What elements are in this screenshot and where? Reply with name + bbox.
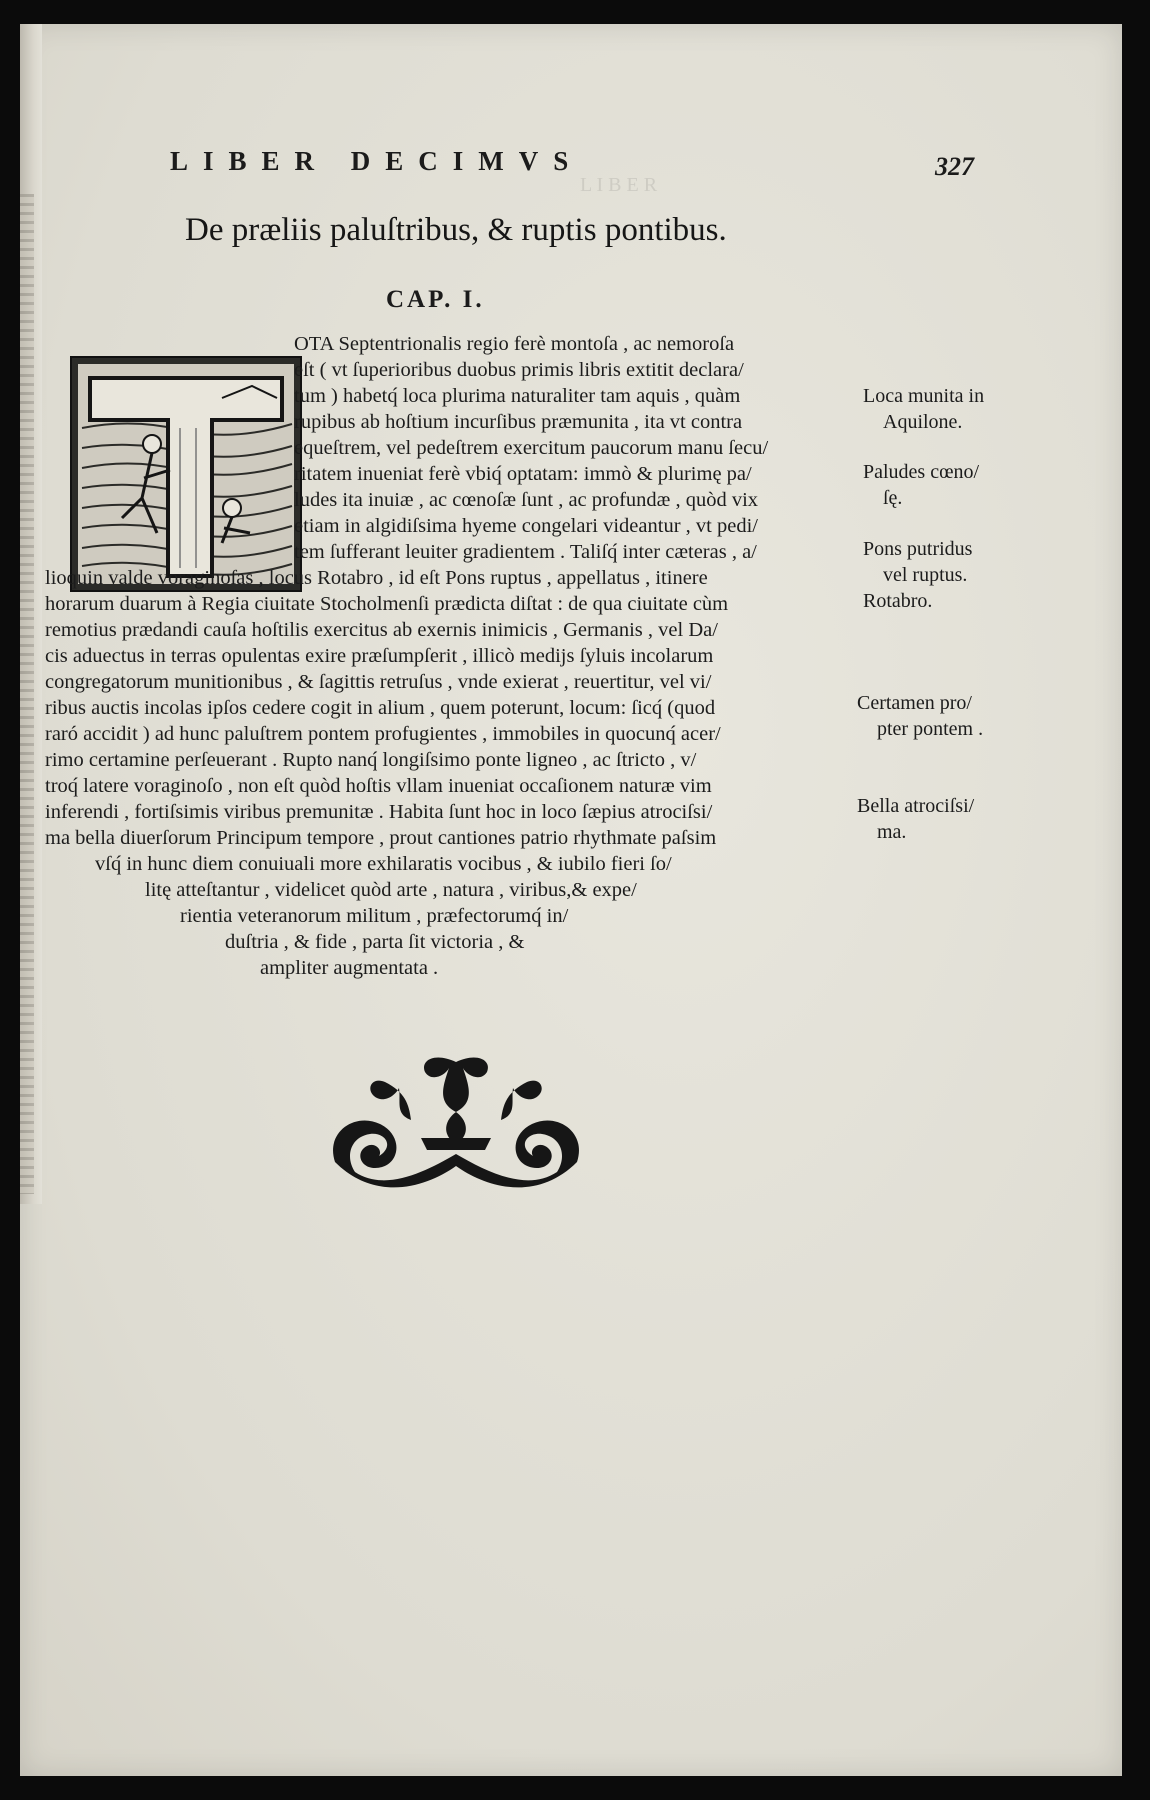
body-line: raró accidit ) ad hunc paluſtrem pontem profugientes , immobiles in quocunq́ acer/: [45, 723, 721, 745]
margin-note: Rotabro.: [863, 590, 933, 612]
chapter-number: CAP. I.: [386, 286, 485, 313]
margin-note: ſę.: [883, 487, 903, 509]
margin-note: Aquilone.: [883, 411, 963, 433]
body-line: equeſtrem, vel pedeſtrem exercitum paucorum manu ſecu/: [294, 437, 769, 459]
body-line: eſt ( vt ſuperioribus duobus primis libris extitit declara/: [294, 359, 744, 381]
running-head: LIBER DECIMVS: [170, 146, 584, 176]
body-line: etiam in algidiſsima hyeme congelari videantur , vt pedi/: [294, 515, 758, 537]
margin-note: Loca munita in: [863, 385, 985, 407]
body-line: remotius prædandi cauſa hoſtilis exercitus ab exernis inimicis , Germanis , vel Da/: [45, 619, 718, 641]
page-number: 327: [935, 152, 974, 181]
body-line: vſq́ in hunc diem conuiuali more exhilaratis vocibus , & iubilo fieri ſo/: [95, 853, 672, 875]
body-line: ma bella diuerſorum Principum tempore , prout cantiones patrio rhythmate paſsim: [45, 827, 717, 849]
body-line: cis aduectus in terras opulentas exire præſumpſerit , illicò medijs ſyluis incolarum: [45, 645, 714, 667]
body-line: ludes ita inuiæ , ac cœnoſæ ſunt , ac profundæ , quòd vix: [294, 489, 759, 511]
body-line: tum ) habetq́ loca plurima naturaliter tam aquis , quàm: [294, 385, 741, 407]
margin-note: Bella atrociſsi/: [857, 795, 975, 817]
body-line: rimo certamine perſeuerant . Rupto nanq́ longiſsimo ponte ligneo , ac ſtricto , v/: [45, 749, 697, 771]
page-gutter: [20, 24, 42, 1204]
printers-ornament: [325, 1042, 587, 1192]
body-line: OTA Septentrionalis regio ferè montoſa , ac nemoroſa: [294, 333, 735, 355]
body-line: ampliter augmentata .: [260, 957, 439, 979]
woodcut-initial-t: [70, 356, 302, 592]
body-line: ribus auctis incolas ipſos cedere cogit in alium , quem poterunt, locum: ſicq́ (quod: [45, 697, 716, 719]
book-page: [20, 24, 1122, 1776]
body-line: rientia veteranorum militum , præfectorumq́ in/: [180, 905, 569, 927]
margin-note: vel ruptus.: [883, 564, 968, 586]
body-line: rupibus ab hoſtium incurſibus præmunita , ita vt contra: [294, 411, 743, 433]
body-line: horarum duarum à Regia ciuitate Stocholmenſi prædicta diſtat : de qua ciuitate cùm: [45, 593, 729, 615]
margin-note: Pons putridus: [863, 538, 973, 560]
margin-note: Certamen pro/: [857, 692, 972, 714]
margin-note: Paludes cœno/: [863, 461, 980, 483]
bleed-through: L I B E R: [580, 174, 658, 196]
body-line: duſtria , & fide , parta ſit victoria , &: [225, 931, 525, 953]
body-line: congregatorum munitionibus , & ſagittis retruſus , vnde exierat , reuertitur, vel vi/: [45, 671, 712, 693]
chapter-title: De præliis paluſtribus, & ruptis pontibus.: [185, 212, 727, 248]
body-line: lioquin valde voraginoſas , locus Rotabro , id eſt Pons ruptus , appellatus , itinere: [45, 567, 708, 589]
body-line: inferendi , fortiſsimis viribus premunitæ . Habita ſunt hoc in loco ſæpius atrociſsi/: [45, 801, 713, 823]
body-line: ritatem inueniat ferè vbiq́ optatam: immò & plurimę pa/: [294, 463, 752, 485]
body-line: troq́ latere voraginoſo , non eſt quòd hoſtis vllam inueniat occaſionem naturæ vim: [45, 775, 712, 797]
margin-note: ma.: [877, 821, 907, 843]
body-line: litę atteſtantur , videlicet quòd arte , natura , viribus,& expe/: [145, 879, 637, 901]
margin-note: pter pontem .: [877, 718, 984, 740]
bleed-through: [780, 1124, 785, 1147]
body-line: tem ſufferant leuiter gradientem . Taliſq́ inter cæteras , a/: [294, 541, 757, 563]
